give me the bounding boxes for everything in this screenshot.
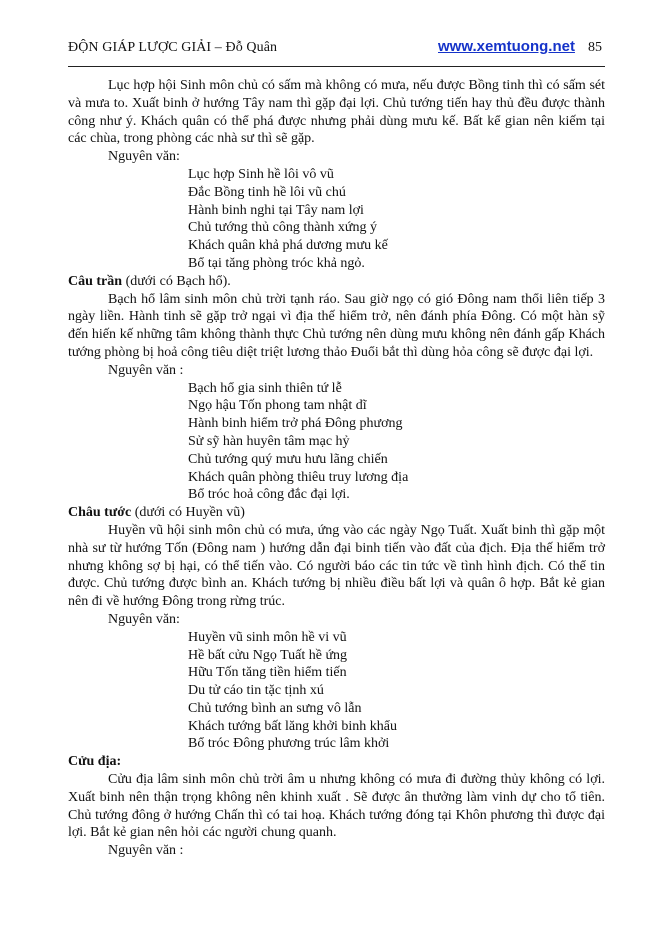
verse-line: Huyền vũ sinh môn hề vi vũ (188, 629, 347, 645)
verse-line: Chủ tướng quý mưu hưu lãng chiến (188, 451, 388, 467)
verse-line: Hữu Tốn tăng tiền hiểm tiến (188, 665, 347, 681)
section-heading-cau-tran (68, 273, 605, 291)
verse-line: Bạch hổ gia sinh thiên tứ lễ (188, 380, 342, 396)
verse-line: Bổ tróc hoả công đắc đại lợi. (188, 487, 350, 503)
verse-line: Khách quân khả phá dương mưu kế (188, 238, 388, 254)
section-heading-cuu-dia (68, 753, 605, 771)
verse-line: Chủ tướng bình an sưng vô lẫn (188, 700, 362, 716)
verse-line: Du tử cáo tin tặc tịnh xú (188, 683, 324, 699)
verse-line: Ngọ hậu Tốn phong tam nhật dĩ (188, 398, 367, 414)
paragraph-cau-tran: Bạch hổ lâm sinh môn chủ trời tạnh ráo. Sau giờ ngọ có gió Đông nam thổi liên tiếp 3 ngày liền. Hành tinh sẽ gặp trở ngại vì địa thế hiểm trở, nên đánh phía Đông. Có một hàn sỹ đến hiến kế những tâm không thành thực Chủ tướng nên dùng mưu không nên đánh gấp Khách tướng phòng bị hoả công tiêu diệt triệt lương thảo Đuổi bắt thì dùng hỏa công sẽ được đại lợi. (68, 291, 605, 360)
section-subtitle: (dưới có Huyền vũ) (131, 505, 245, 521)
verse-line: Hề bất cửu Ngọ Tuất hề ứng (188, 647, 348, 663)
verse-line: Hành binh nghi tại Tây nam lợi (188, 202, 364, 218)
original-text-label: Nguyên văn : (108, 362, 184, 378)
section-title: Câu trần (68, 273, 123, 289)
website-link[interactable]: www.xemtuong.net (438, 38, 575, 55)
verse-chau-tuoc (68, 629, 605, 754)
original-text-label: Nguyên văn: (108, 149, 180, 165)
verse-cau-tran (68, 380, 605, 505)
original-text-label: Nguyên văn: (108, 611, 180, 627)
section-title: Châu tước (68, 505, 132, 521)
paragraph-luc-hop: Lục hợp hội Sinh môn chủ có sấm mà không có mưa, nếu được Bồng tinh thì có sấm sét và mưa to. Xuất binh ở hướng Tây nam thì gặp đại lợi. Chủ tướng tiến hay thủ đều được thành công như ý. Khách quân có thể phá được nhưng phải dùng mưu kế. Bất kể gian nên kiếm tại các chùa, trong phòng các nhà sư thì sẽ gặp. (68, 78, 605, 147)
verse-line: Hành binh hiểm trở phá Đông phương (188, 416, 403, 432)
verse-line: Chủ tướng thủ công thành xứng ý (188, 220, 378, 236)
section-heading-chau-tuoc (68, 504, 605, 522)
verse-line: Lục hợp Sinh hề lôi vô vũ (188, 166, 334, 182)
verse-line: Khách quân phòng thiêu truy lương địa (188, 469, 409, 485)
verse-luc-hop (68, 166, 605, 273)
paragraph-cuu-dia: Cửu địa lâm sinh môn chủ trời âm u nhưng không có mưa đi đường thủy không có lợi. Xuất binh nên thận trọng không nên khinh xuất . Sẽ được ân thưởng làm vinh dự cho tổ tiên. Chủ tướng đông ở hướng Chấn thì có tai hoạ. Khách tướng đóng tại Khôn phương thì được đại lợi. Bắt kẻ gian nên hỏi các người chung quanh. (68, 772, 605, 841)
section-title: Cửu địa: (68, 754, 122, 770)
verse-line: Bổ tại tăng phòng tróc khả ngỏ. (188, 255, 365, 271)
verse-line: Bổ tróc Đông phương trúc lâm khởi (188, 736, 390, 752)
verse-line: Khách tướng bất lăng khởi binh khẩu (188, 718, 398, 734)
verse-line: Đắc Bồng tinh hề lôi vũ chú (188, 184, 346, 200)
page-number: 85 (588, 40, 602, 55)
paragraph-chau-tuoc: Huyền vũ hội sinh môn chủ có mưa, ứng vào các ngày Ngọ Tuất. Xuất binh thì gặp một nhà sư từ hướng Tốn (Đông nam ) hướng dẫn đại binh tiến vào đất của địch. Địa thế hiểm trở nhưng không sợ bị hại, có thể tiến vào. Có người báo các tin tức về tình hình địch. Có thể tin được. Chủ tướng được bình an. Khách tướng bị nhiều điều bất lợi và quân ô hợp. Bắt kẻ gian nên đi về hướng Đông trong rừng trúc. (68, 522, 605, 610)
page-header (68, 36, 605, 67)
page-content (68, 77, 605, 860)
book-title: ĐỘN GIÁP LƯỢC GIẢI – Đỗ Quân (68, 40, 278, 55)
section-subtitle: (dưới có Bạch hổ). (122, 273, 231, 289)
verse-line: Sử sỹ hàn huyên tâm mạc hỷ (188, 433, 350, 449)
original-text-label: Nguyên văn : (108, 843, 184, 859)
